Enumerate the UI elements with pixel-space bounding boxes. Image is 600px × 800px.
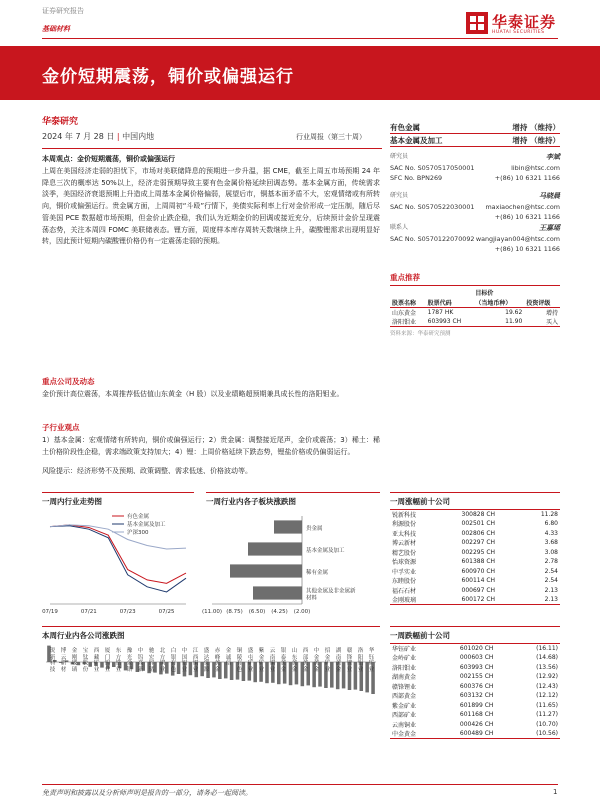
dateline: 2024 年 7 月 28 日 | 中国内地 (42, 132, 155, 141)
stock-name: 金岭矿业 (392, 655, 417, 663)
stock-name: 中孚实业 (392, 568, 417, 576)
chart1-heading: 一周内行业走势图 (42, 492, 194, 507)
weekly-change: 3.08 (544, 548, 558, 556)
bar (274, 520, 302, 533)
bar (318, 662, 322, 687)
top10-up-section (390, 492, 560, 605)
focus-text: 金价预计高位震荡，本周推荐低估值山东黄金（H 股）以及业绩略超预期兼具成长性的洛阳钼业。 (42, 390, 344, 398)
stock-name: 西部矿业 (392, 712, 417, 720)
stock-name: 福石石材 (392, 587, 417, 595)
bar (230, 564, 302, 577)
stock-code: 600114 CH (461, 577, 496, 585)
x-tick-label: 金诚信 (224, 647, 231, 666)
table-row (390, 595, 560, 605)
table-row (390, 510, 560, 520)
report-kind: 行业周报（第三十周） (296, 133, 366, 141)
table-row (390, 538, 560, 548)
stock-code: 002295 CH (461, 548, 496, 556)
huatai-logo-icon (466, 12, 488, 34)
sub-industry-heading: 子行业观点 (42, 423, 80, 432)
rating-value: 增持 （维持） (512, 122, 560, 132)
table-row (390, 317, 560, 327)
sub-industry-section (42, 422, 380, 458)
stock-code: 600376 CH (459, 682, 494, 690)
analyst-block (390, 223, 560, 255)
table-header: 股票名称 (392, 299, 417, 307)
category-label: 基本金属及加工 (306, 548, 345, 555)
x-tick-label: 博云新材 (59, 647, 66, 672)
x-tick-label: 洛阳钼业 (356, 647, 363, 672)
analyst-sac: SAC No. S0570122070092 (390, 234, 475, 243)
top10-down-heading: 一周跌幅前十公司 (390, 626, 560, 641)
x-tick-label: 招金矿业 (323, 647, 330, 672)
rating-sector: 有色金属 (390, 122, 420, 132)
stock-name: 洛阳钼业 (392, 318, 417, 326)
weekly-change: (16.11) (536, 645, 558, 652)
table-row (390, 567, 560, 577)
stock-name: 利源股份 (392, 521, 417, 529)
stock-name: 华钰矿业 (392, 646, 417, 653)
report-type-label: 证券研究报告 (42, 7, 84, 15)
stock-name: 亚太科技 (392, 530, 417, 538)
stock-code: 000426 CH (459, 720, 494, 728)
report-title: 金价短期震荡，铜价或偏强运行 (42, 67, 294, 87)
stock-name: 精艺股份 (392, 549, 417, 557)
chart2-heading: 一周行业内各子板块涨跌图 (206, 492, 380, 507)
page-number: 1 (553, 788, 558, 796)
rating-sector: 基本金属及加工 (390, 135, 443, 145)
analyst-role: 研究员 (390, 192, 409, 199)
table-row (390, 653, 560, 663)
table-row (390, 729, 560, 739)
bar (165, 662, 169, 674)
x-tick-label: 铜陵有色 (235, 647, 242, 672)
weekly-change: 11.28 (540, 511, 558, 518)
stock-code: 600489 CH (459, 730, 494, 737)
x-tick-label: 盛屯矿业 (246, 647, 253, 672)
legend-label: 有色金属 (127, 514, 150, 520)
analyst-name: 李斌 (546, 153, 560, 161)
x-tick-label: 云南铜业 (268, 647, 275, 672)
analyst-phone: +(86) 10 6321 1166 (494, 174, 560, 182)
table-header: 投资评级 (526, 299, 551, 307)
legend-label: 基本金属及加工 (127, 522, 166, 528)
weekly-change: (12.92) (536, 673, 558, 681)
header-rule (42, 38, 558, 39)
x-tick-label: (6.50) (248, 609, 266, 615)
bar (77, 662, 81, 665)
stock-name: 金刚玻璃 (392, 597, 417, 604)
table-header: 目标价 (475, 290, 494, 298)
stock-name: 紫金矿业 (392, 702, 417, 710)
industry-trend-chart (42, 508, 194, 620)
x-tick-label: 赤峰黄金 (213, 647, 220, 672)
weekly-change: 4.33 (544, 529, 558, 537)
summary-section (42, 154, 380, 248)
table-row (390, 682, 560, 692)
report-region: 中国内地 (122, 132, 155, 141)
huatai-logo (466, 10, 568, 40)
table-row (390, 710, 560, 720)
weekly-change: 6.80 (544, 520, 558, 528)
x-tick-label: 西藏矿业 (92, 647, 99, 672)
left-rule (42, 148, 382, 149)
rating-box (390, 121, 560, 147)
x-tick-label: 金刚玻璃 (70, 647, 77, 672)
x-tick-label: 07/21 (80, 609, 97, 615)
x-tick-label: 东方锆业 (114, 647, 121, 672)
category-label: 稀有金属 (306, 570, 329, 577)
x-tick-label: 中国铝业 (180, 647, 187, 672)
table-row (390, 701, 560, 711)
stock-code: 002155 CH (459, 673, 494, 681)
stock-code: 1787 HK (427, 308, 454, 316)
series-line (50, 525, 186, 549)
stock-name: 博云新材 (392, 540, 417, 548)
stock-name: 西部黄金 (392, 693, 417, 701)
table-row (390, 644, 560, 654)
x-tick-label: 山东黄金 (290, 647, 297, 672)
weekly-change: 2.54 (544, 577, 558, 585)
recommend-section (390, 272, 560, 337)
top10-up-heading: 一周涨幅前十公司 (390, 492, 560, 507)
bar (330, 662, 334, 688)
stock-code: 002501 CH (461, 520, 496, 528)
target-price: 11.90 (505, 317, 523, 325)
x-tick-label: 中钨高新 (136, 647, 143, 672)
analyst-email[interactable]: libin@htsc.com (511, 163, 560, 172)
x-tick-label: (8.75) (226, 609, 243, 615)
stock-name: 锐新科技 (392, 512, 417, 519)
x-tick-label: 07/23 (119, 609, 136, 615)
series-line (50, 525, 186, 583)
x-tick-label: 07/25 (158, 609, 175, 615)
category-label: 其他金属及非金属新 (306, 588, 356, 595)
weekly-change: 2.78 (544, 558, 558, 566)
stock-code: 603993 CH (459, 663, 494, 671)
stock-name: 云南铜业 (392, 721, 417, 729)
subsector-change-chart (201, 508, 380, 620)
table-row (390, 586, 560, 596)
logo-text-cn: 华泰证券 (492, 13, 557, 31)
company-change-chart (42, 642, 380, 764)
table-row (390, 548, 560, 558)
category-label: 材料 (306, 595, 318, 602)
logo-text-en: HUATAI SECURITIES (492, 30, 545, 35)
risk-warning: 风险提示：经济形势不及预期、政策调整、需求低迷、价格波动等。 (42, 467, 252, 475)
rating-row (390, 121, 560, 134)
x-tick-label: 宝钛股份 (81, 647, 88, 672)
analyst-phone: +(86) 10 6321 1166 (494, 245, 560, 253)
recommend-source: 资料来源：华泰研究预测 (390, 330, 451, 337)
table-row (390, 576, 560, 586)
target-price: 19.62 (505, 308, 523, 316)
bar (88, 662, 92, 667)
weekly-change: (11.65) (536, 701, 558, 709)
stock-code: 000697 CH (461, 586, 496, 594)
bar (242, 662, 246, 681)
stock-code: 601388 CH (461, 558, 496, 566)
analyst-sac: SAC No. S0570522030001 (390, 202, 475, 211)
recommend-table (390, 288, 560, 327)
stock-name: 洛阳钼业 (392, 664, 417, 672)
series-line (50, 526, 186, 592)
x-tick-label: 银泰黄金 (279, 647, 286, 672)
stock-code: 601899 CH (459, 701, 494, 709)
x-tick-label: 盛达资源 (202, 647, 209, 672)
x-tick-label: (11.00) (201, 609, 223, 615)
stock-name: 山东黄金 (392, 309, 417, 317)
footer-rule (42, 784, 558, 785)
sector-label: 基础材料 (42, 25, 70, 33)
x-tick-label: (4.25) (271, 609, 288, 615)
x-tick-label: 赣锋锂业 (345, 647, 352, 672)
summary-heading: 本周观点：金价短期震荡，铜价或偏强运行 (42, 155, 175, 163)
analyst-name: 王嘉瑶 (539, 224, 560, 232)
x-tick-label: 湖南黄金 (334, 647, 341, 672)
stock-name: 东睦股份 (392, 578, 417, 586)
x-tick-label: 北方铜业 (158, 647, 165, 672)
stock-name: 怡球资源 (392, 559, 417, 567)
top10-down-section (390, 626, 560, 739)
stock-code: 600970 CH (461, 567, 496, 575)
weekly-change: 2.13 (544, 596, 558, 603)
weekly-change: (11.27) (536, 711, 558, 719)
analyst-sac: SAC No. S0570517050001 (390, 163, 475, 172)
x-tick-label: 紫金矿业 (257, 647, 264, 672)
x-tick-label: 07/19 (42, 609, 58, 615)
focus-section (42, 376, 380, 401)
stock-rating: 增持 (545, 309, 558, 317)
analyst-phone: +(86) 10 6321 1166 (494, 213, 560, 221)
table-header: 股票代码 (427, 299, 452, 307)
report-date: 2024 年 7 月 28 日 (42, 132, 115, 141)
bar (253, 662, 257, 682)
x-tick-label: 驰宏锌锗 (147, 647, 154, 672)
analyst-email[interactable]: maxiaochen@htsc.com (485, 202, 560, 211)
weekly-change: 2.54 (544, 567, 558, 575)
top10-up-table (390, 509, 560, 605)
stock-code: 600172 CH (461, 596, 496, 603)
weekly-change: (10.70) (536, 720, 558, 728)
table-row (390, 691, 560, 701)
focus-heading: 重点公司及动态 (42, 377, 95, 386)
weekly-change: (12.43) (536, 682, 558, 690)
stock-code: 603132 CH (459, 692, 494, 700)
rating-value: 增持 （维持） (512, 135, 560, 145)
x-tick-label: (2.00) (293, 609, 311, 615)
sub-industry-text: 1）基本金属：宏观情绪有所转向，铜价或偏强运行；2）贵金属：调整接近尾声，金价或震荡；3）稀土：稀土价格阶段性企稳，需求端政策支持加大；4）锂：上周价格延续下跌态势，锂盐价格或仍偏弱运行。 (42, 436, 380, 456)
rating-row (390, 134, 560, 147)
x-tick-label: 江西铜业 (191, 647, 198, 672)
top10-down-table (390, 643, 560, 739)
stock-name: 中金黄金 (392, 731, 417, 738)
analyst-email[interactable]: wangjiayan004@htsc.com (475, 234, 560, 243)
bar (153, 662, 157, 673)
bar (248, 542, 302, 555)
stock-code: 601020 CH (459, 645, 494, 652)
x-tick-label: 华钰矿业 (367, 647, 374, 672)
table-row (390, 557, 560, 567)
stock-code: 002297 CH (461, 539, 496, 547)
weekly-change: 3.68 (544, 539, 558, 547)
x-tick-label: 豫光金铅 (125, 647, 132, 672)
analyst-block (390, 191, 560, 223)
x-tick-label: 白银有色 (169, 647, 176, 672)
table-row (390, 519, 560, 529)
analyst-role: 联系人 (390, 224, 409, 231)
table-row (390, 307, 560, 317)
weekly-change: (14.68) (536, 654, 558, 662)
summary-text: 上周在美国经济走弱的担忧下，市场对美联储降息的预期进一步升温，据 CME，截至上周五市场预期 24 年降息三次的概率达 50%以上，经济走弱预期导致主要有色金属价格延续回调态势。基本金属方面，传统需求淡季，美国经济衰退预期上升造成上周基本金属价格偏弱，展望后市，铜基本面矛盾不大，宏观情绪或有所转向，铜价或偏强运行。贵金属方面，上周周初“斗殴”行情下，美债实际利率上行对金价形成一定压制，随后尽管美国 PCE 数据超市场预期，但金价止跌企稳，我们认为近期金价的回调或接近充分，后续预计金价呈现震荡态势，关注本周四 FOMC 美联储表态。锂方面，周度样本库存周转天数继续上升，碳酸锂需求出现明显好转，因此预计短期内碳酸锂价格仍有一定震荡走弱的预期。 (42, 167, 380, 246)
legend-label: 沪深300 (127, 530, 149, 536)
stock-name: 湖南黄金 (392, 674, 417, 682)
analyst-role: 研究员 (390, 153, 409, 160)
analyst-sfc: SFC No. BPN269 (390, 174, 443, 182)
x-tick-label: 锐新科技 (48, 647, 55, 672)
table-row (390, 529, 560, 539)
table-row (390, 672, 560, 682)
research-label: 华泰研究 (42, 117, 79, 127)
analyst-block (390, 152, 560, 184)
stock-code: 002806 CH (461, 529, 496, 537)
stock-code: 603993 CH (427, 317, 462, 325)
stock-code: 300828 CH (461, 511, 496, 518)
weekly-change: (10.56) (536, 730, 558, 737)
table-header: （当地币种） (475, 299, 512, 307)
x-tick-label: 中金黄金 (312, 647, 319, 672)
weekly-change: 2.13 (544, 586, 558, 594)
stock-rating: 买入 (545, 318, 558, 326)
recommend-heading: 重点推荐 (390, 272, 560, 286)
stock-code: 000603 CH (459, 654, 494, 662)
x-tick-label: 西部黄金 (301, 647, 308, 672)
stock-name: 赣锋锂业 (392, 683, 417, 691)
bar (253, 586, 302, 599)
footer-disclaimer: 免责声明和披露以及分析师声明是报告的一部分，请务必一起阅读。 (42, 789, 252, 797)
table-row (390, 720, 560, 730)
weekly-change: (12.12) (536, 692, 558, 700)
table-row (390, 663, 560, 673)
analyst-name: 马晓晨 (539, 192, 560, 200)
stock-code: 601168 CH (459, 711, 494, 719)
x-tick-label: 厦门钨业 (103, 647, 110, 672)
category-label: 贵金属 (306, 526, 323, 533)
chart3-heading: 本周行业内各公司涨跌图 (42, 626, 380, 641)
weekly-change: (13.56) (536, 663, 558, 671)
